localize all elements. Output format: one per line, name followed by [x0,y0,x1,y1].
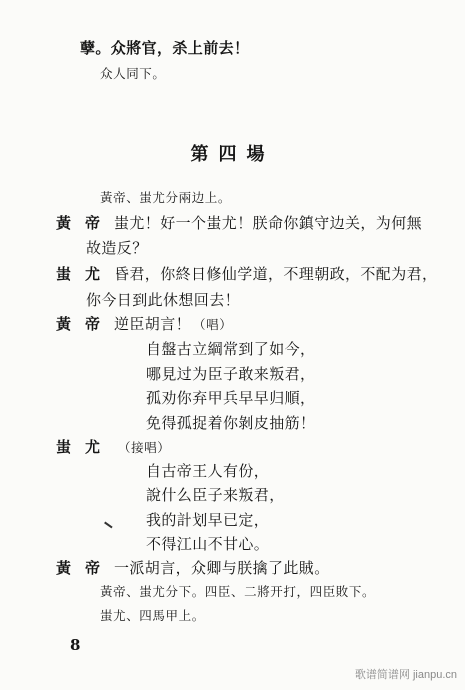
stage-direction-enter: 黃帝、蚩尤分兩边上。 [100,190,232,205]
closing-line: 孽。众將官，杀上前去！ [80,39,250,57]
verse-line: 自盤古立綱常到了如今， [146,340,316,358]
dialogue-line: 一派胡言，众卿与朕擒了此賊。 [114,559,330,577]
dialogue-line: 逆臣胡言！ [114,315,192,333]
speaker-huangdi: 黃帝 [56,214,115,232]
verse-line: 哪見过为臣子敢来叛君， [146,365,316,383]
pen-mark [104,522,112,528]
speaker-chiyou: 蚩尤 [56,265,115,283]
site-watermark: 歌谱简谱网 jianpu.cn [354,669,457,681]
verse-line: 不得江山不甘心。 [146,535,270,553]
scene-heading: 第四場 [190,144,275,165]
speaker-huangdi: 黃帝 [56,559,115,577]
verse-line: 說什么臣子来叛君， [146,486,285,504]
dialogue-continuation: 你今日到此休想回去！ [86,291,241,309]
speaker-huangdi: 黃帝 [56,315,115,333]
verse-line: 免得孤捉着你剝皮抽筋！ [146,414,316,432]
verse-line: 孤劝你弃甲兵早早归順， [146,389,316,407]
sing-direction: （接唱） [118,440,171,455]
stage-direction-enter: 蚩尤、四馬甲上。 [100,608,205,623]
dialogue-line: 蚩尤！好一个蚩尤！朕命你鎮守边关，为何無 [114,214,423,232]
verse-line: 我的計划早已定， [146,511,270,529]
speaker-chiyou: 蚩尤 [56,438,115,456]
dialogue-line: 昏君，你終日修仙学道，不理朝政，不配为君， [114,265,438,283]
dialogue-continuation: 故造反？ [86,239,148,257]
exit-stage-direction: 众人同下。 [100,66,166,81]
sing-direction: （唱） [193,317,233,332]
stage-direction-fight: 黃帝、蚩尤分下。四臣、二將开打，四臣敗下。 [100,584,376,599]
verse-line: 自古帝王人有份， [146,462,270,480]
page-number: 8 [70,636,81,654]
